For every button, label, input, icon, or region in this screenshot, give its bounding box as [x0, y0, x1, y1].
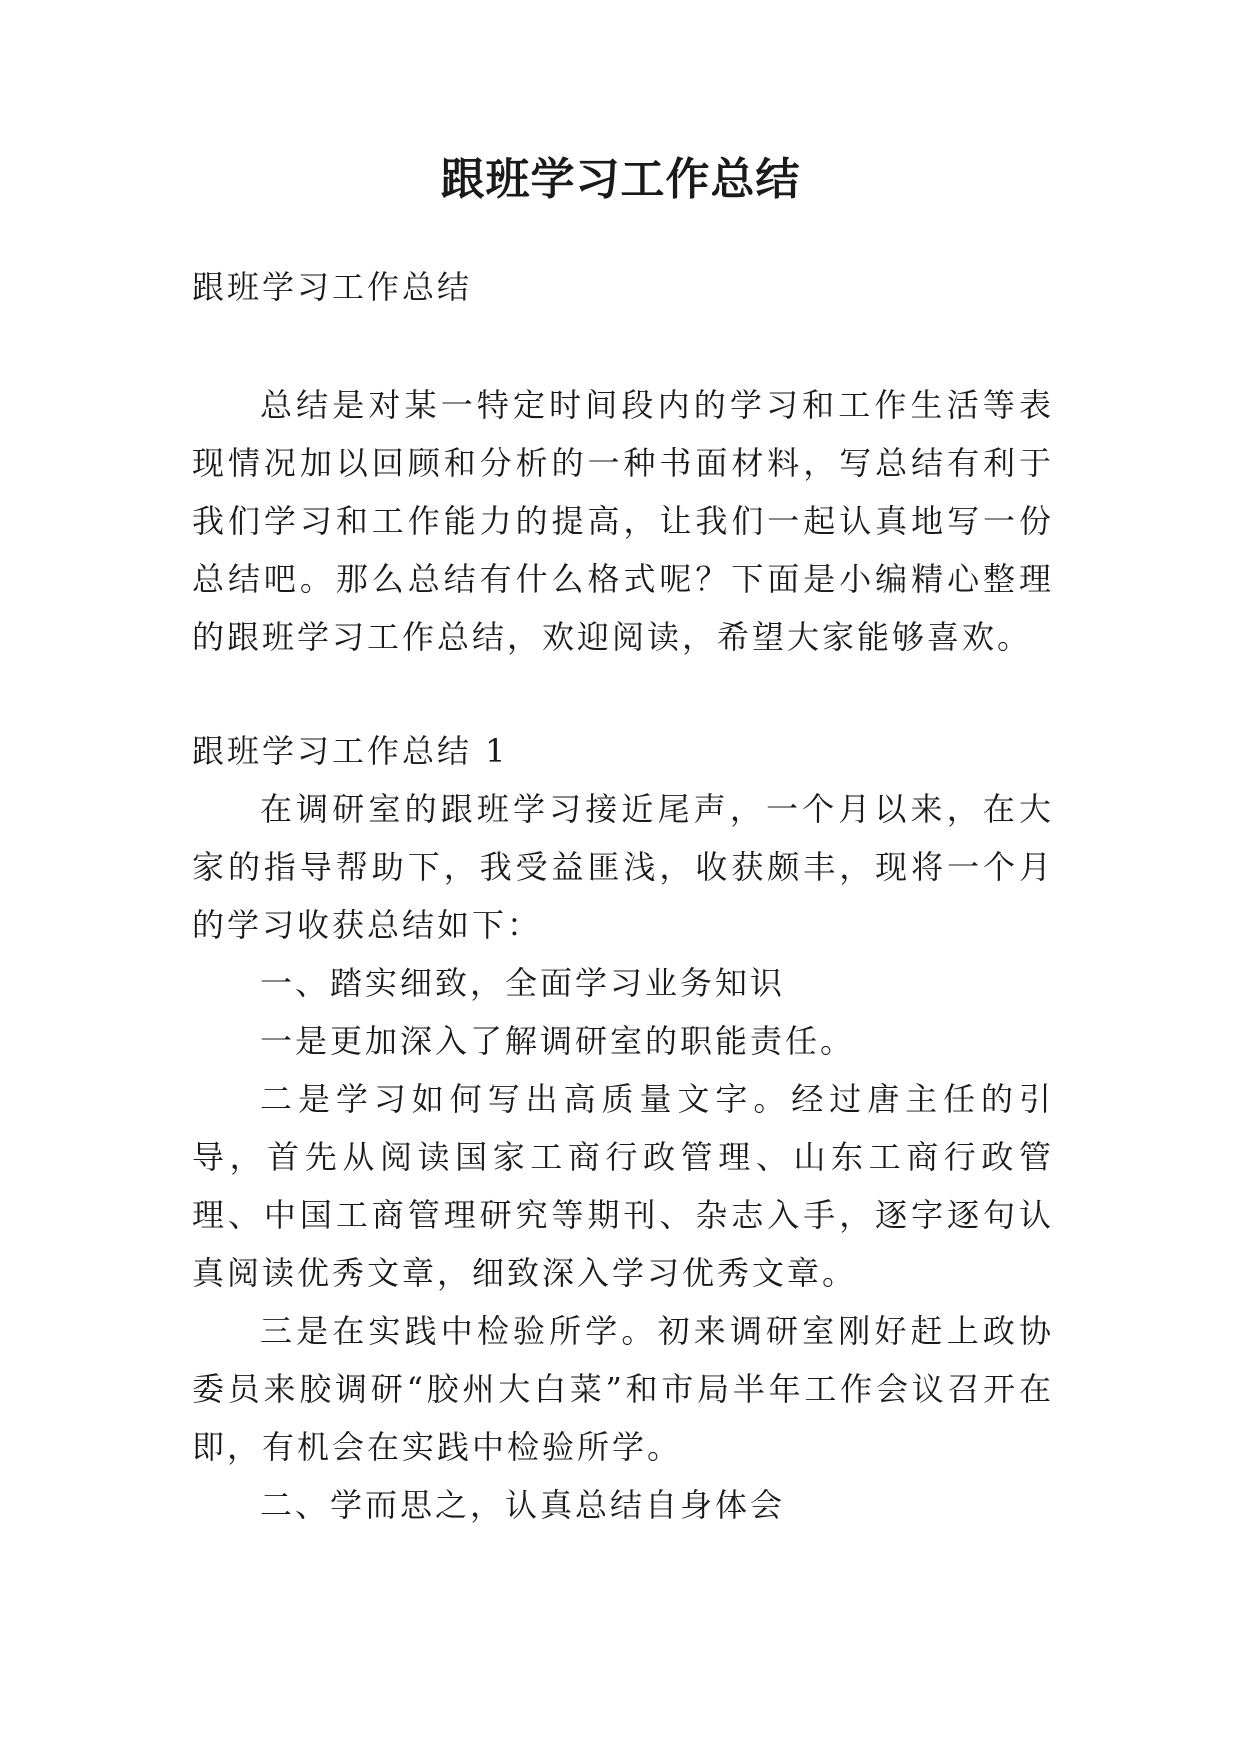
body-paragraph: 二是学习如何写出高质量文字。经过唐主任的引导，首先从阅读国家工商行政管理、山东工商行政管理、中国工商管理研究等期刊、杂志入手，逐字逐句认真阅读优秀文章，细致深入学习优秀文章。: [192, 1080, 1054, 1292]
section-title: 跟班学习工作总结 1: [192, 732, 509, 770]
body-paragraph: 在调研室的跟班学习接近尾声，一个月以来，在大家的指导帮助下，我受益匪浅，收获颇丰，现将一个月的学习收获总结如下：: [192, 790, 1054, 944]
body-paragraph: 一是更加深入了解调研室的职能责任。: [260, 1022, 856, 1060]
document-subtitle: 跟班学习工作总结: [192, 268, 473, 306]
intro-paragraph: 总结是对某一特定时间段内的学习和工作生活等表现情况加以回顾和分析的一种书面材料，写总结有利于我们学习和工作能力的提高，让我们一起认真地写一份总结吧。那么总结有什么格式呢？下面是小编精心整理的跟班学习工作总结，欢迎阅读，希望大家能够喜欢。: [192, 386, 1054, 656]
section-heading: 二、学而思之，认真总结自身体会: [260, 1486, 786, 1524]
document-title: 跟班学习工作总结: [440, 154, 801, 205]
document-body: [192, 258, 1054, 1534]
body-paragraph: 三是在实践中检验所学。初来调研室刚好赶上政协委员来胶调研“胶州大白菜”和市局半年工作会议召开在即，有机会在实践中检验所学。: [192, 1312, 1054, 1466]
section-heading: 一、踏实细致，全面学习业务知识: [260, 964, 786, 1002]
